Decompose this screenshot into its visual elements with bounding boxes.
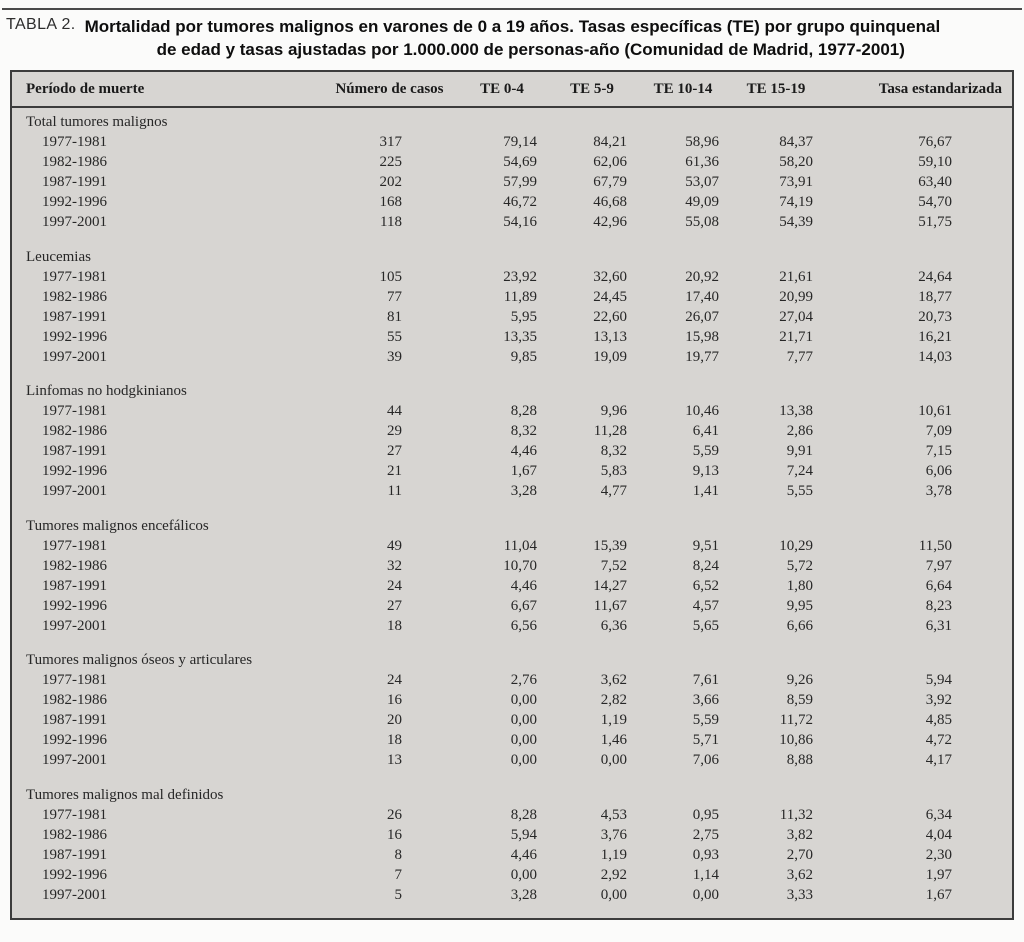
value-cell: 63,40: [918, 174, 952, 190]
period-cell: 1992-1996: [42, 463, 107, 479]
value-cell: 4,72: [925, 732, 952, 748]
table-row: [12, 442, 1012, 462]
value-cell: 7,06: [692, 752, 719, 768]
value-cell: 6,31: [925, 617, 952, 634]
value-cell: 105: [379, 268, 402, 285]
period-cell: 1987-1991: [42, 174, 107, 190]
value-cell: 15,39: [593, 537, 627, 554]
period-cell: 1997-2001: [42, 617, 107, 634]
value-cell: 18,77: [918, 288, 952, 305]
value-cell: 14,03: [918, 348, 952, 365]
period-cell: 1997-2001: [42, 483, 107, 499]
value-cell: 73,91: [779, 174, 813, 190]
value-cell: 54,39: [779, 214, 813, 230]
value-cell: 8,24: [692, 557, 719, 574]
value-cell: 29: [387, 423, 402, 439]
value-cell: 8,32: [510, 423, 537, 439]
value-cell: 7,77: [786, 348, 813, 365]
value-cell: 0,00: [510, 752, 537, 768]
value-cell: 21: [387, 463, 402, 479]
value-cell: 5,72: [786, 557, 813, 574]
period-cell: 1987-1991: [42, 577, 107, 594]
column-header-1: Número de casos: [322, 72, 457, 107]
value-cell: 5,55: [786, 483, 813, 499]
table-row: [12, 173, 1012, 193]
value-cell: 16: [387, 692, 402, 708]
table-row: [12, 327, 1012, 347]
table-row: [12, 482, 1012, 502]
value-cell: 19,77: [685, 348, 719, 365]
value-cell: 54,69: [503, 154, 537, 170]
value-cell: 4,04: [925, 826, 952, 843]
column-header-3: TE 5-9: [547, 72, 637, 107]
value-cell: 11,89: [503, 288, 537, 305]
table-row: [12, 885, 1012, 918]
value-cell: 4,57: [692, 597, 719, 614]
period-cell: 1977-1981: [42, 268, 107, 285]
value-cell: 7,09: [925, 423, 952, 439]
table-row: [12, 556, 1012, 576]
value-cell: 3,78: [925, 483, 952, 499]
paper-page: [0, 8, 1024, 920]
table-row: [12, 671, 1012, 691]
table-row: [12, 213, 1012, 233]
value-cell: 20,99: [779, 288, 813, 305]
value-cell: 5,59: [692, 712, 719, 728]
value-cell: 11,04: [503, 537, 537, 554]
value-cell: 5,94: [925, 672, 952, 688]
section-label: Tumores malignos encefálicos: [26, 517, 209, 534]
value-cell: 32: [387, 557, 402, 574]
period-cell: 1987-1991: [42, 443, 107, 459]
value-cell: 4,46: [510, 577, 537, 594]
column-header-5: TE 15-19: [729, 72, 823, 107]
section-header-row: [12, 502, 1012, 537]
value-cell: 1,80: [786, 577, 813, 594]
column-header-6: Tasa estandarizada: [823, 72, 1012, 107]
value-cell: 2,76: [510, 672, 537, 688]
table-row: [12, 576, 1012, 596]
period-cell: 1982-1986: [42, 154, 107, 170]
value-cell: 3,28: [510, 886, 537, 903]
value-cell: 5,95: [510, 308, 537, 325]
value-cell: 15,98: [685, 328, 719, 345]
value-cell: 42,96: [593, 214, 627, 230]
value-cell: 9,91: [786, 443, 813, 459]
value-cell: 23,92: [503, 268, 537, 285]
table-row: [12, 153, 1012, 173]
value-cell: 3,82: [786, 826, 813, 843]
value-cell: 16: [387, 826, 402, 843]
value-cell: 61,36: [685, 154, 719, 170]
value-cell: 24: [387, 577, 402, 594]
period-cell: 1977-1981: [42, 672, 107, 688]
table-row: [12, 347, 1012, 367]
value-cell: 7,61: [692, 672, 719, 688]
period-cell: 1992-1996: [42, 194, 107, 210]
value-cell: 2,86: [786, 423, 813, 439]
section-header-row: [12, 636, 1012, 671]
value-cell: 79,14: [503, 134, 537, 150]
value-cell: 14,27: [593, 577, 627, 594]
table-number-label: TABLA 2.: [6, 16, 76, 33]
value-cell: 32,60: [593, 268, 627, 285]
value-cell: 3,62: [600, 672, 627, 688]
value-cell: 202: [379, 174, 402, 190]
value-cell: 53,07: [685, 174, 719, 190]
value-cell: 20,92: [685, 268, 719, 285]
value-cell: 26: [387, 806, 402, 823]
value-cell: 24,64: [918, 268, 952, 285]
value-cell: 1,67: [925, 886, 952, 903]
value-cell: 8,28: [510, 403, 537, 419]
value-cell: 2,92: [600, 866, 627, 883]
table-row: [12, 422, 1012, 442]
value-cell: 0,00: [600, 886, 627, 903]
value-cell: 24: [387, 672, 402, 688]
table-row: [12, 805, 1012, 825]
value-cell: 81: [387, 308, 402, 325]
value-cell: 8,59: [786, 692, 813, 708]
value-cell: 7,52: [600, 557, 627, 574]
value-cell: 39: [387, 348, 402, 365]
value-cell: 0,00: [510, 732, 537, 748]
period-cell: 1977-1981: [42, 134, 107, 150]
value-cell: 5,59: [692, 443, 719, 459]
value-cell: 5,94: [510, 826, 537, 843]
table-row: [12, 287, 1012, 307]
period-cell: 1997-2001: [42, 886, 107, 903]
table-row: [12, 865, 1012, 885]
value-cell: 27: [387, 597, 402, 614]
section-header-row: [12, 233, 1012, 268]
value-cell: 7: [394, 866, 402, 883]
value-cell: 74,19: [779, 194, 813, 210]
value-cell: 0,00: [510, 866, 537, 883]
value-cell: 46,68: [593, 194, 627, 210]
period-cell: 1977-1981: [42, 403, 107, 419]
value-cell: 11,32: [779, 806, 813, 823]
period-cell: 1992-1996: [42, 866, 107, 883]
value-cell: 2,30: [925, 846, 952, 863]
value-cell: 7,24: [786, 463, 813, 479]
period-cell: 1982-1986: [42, 557, 107, 574]
value-cell: 7,15: [925, 443, 952, 459]
value-cell: 0,95: [692, 806, 719, 823]
value-cell: 19,09: [593, 348, 627, 365]
value-cell: 9,96: [600, 403, 627, 419]
value-cell: 0,00: [692, 886, 719, 903]
table-title-line1: Mortalidad por tumores malignos en varones de 0 a 19 años. Tasas específicas (TE) por grupo quinquenal: [84, 17, 941, 36]
value-cell: 8,32: [600, 443, 627, 459]
value-cell: 10,86: [779, 732, 813, 748]
value-cell: 13,35: [503, 328, 537, 345]
value-cell: 8,88: [786, 752, 813, 768]
value-cell: 4,77: [600, 483, 627, 499]
value-cell: 11,72: [779, 712, 813, 728]
value-cell: 1,41: [692, 483, 719, 499]
period-cell: 1997-2001: [42, 348, 107, 365]
value-cell: 0,00: [510, 692, 537, 708]
period-cell: 1992-1996: [42, 328, 107, 345]
period-cell: 1982-1986: [42, 288, 107, 305]
value-cell: 9,95: [786, 597, 813, 614]
value-cell: 77: [387, 288, 402, 305]
value-cell: 20,73: [918, 308, 952, 325]
table-row: [12, 731, 1012, 751]
section-label: Total tumores malignos: [26, 114, 168, 130]
value-cell: 84,37: [779, 134, 813, 150]
section-label: Linfomas no hodgkinianos: [26, 383, 187, 399]
table-row: [12, 691, 1012, 711]
value-cell: 76,67: [918, 134, 952, 150]
section-label: Tumores malignos mal definidos: [26, 786, 224, 803]
value-cell: 2,82: [600, 692, 627, 708]
value-cell: 3,76: [600, 826, 627, 843]
mortality-table: [12, 72, 1012, 918]
table-row: [12, 825, 1012, 845]
period-cell: 1982-1986: [42, 423, 107, 439]
period-cell: 1982-1986: [42, 692, 107, 708]
column-header-2: TE 0-4: [457, 72, 547, 107]
value-cell: 84,21: [593, 134, 627, 150]
value-cell: 21,71: [779, 328, 813, 345]
value-cell: 4,17: [925, 752, 952, 768]
value-cell: 18: [387, 617, 402, 634]
value-cell: 67,79: [593, 174, 627, 190]
value-cell: 13,13: [593, 328, 627, 345]
value-cell: 4,53: [600, 806, 627, 823]
value-cell: 5,71: [692, 732, 719, 748]
value-cell: 13: [387, 752, 402, 768]
table-row: [12, 845, 1012, 865]
value-cell: 49,09: [685, 194, 719, 210]
value-cell: 3,92: [925, 692, 952, 708]
value-cell: 6,06: [925, 463, 952, 479]
value-cell: 20: [387, 712, 402, 728]
value-cell: 6,34: [925, 806, 952, 823]
value-cell: 168: [379, 194, 402, 210]
table-caption: [0, 10, 1024, 70]
section-label: Tumores malignos óseos y articulares: [26, 652, 253, 668]
value-cell: 10,61: [918, 403, 952, 419]
value-cell: 58,20: [779, 154, 813, 170]
value-cell: 58,96: [685, 134, 719, 150]
value-cell: 3,33: [786, 886, 813, 903]
table-row: [12, 307, 1012, 327]
value-cell: 59,10: [918, 154, 952, 170]
period-cell: 1982-1986: [42, 826, 107, 843]
value-cell: 9,13: [692, 463, 719, 479]
value-cell: 57,99: [503, 174, 537, 190]
value-cell: 2,75: [692, 826, 719, 843]
period-cell: 1992-1996: [42, 732, 107, 748]
value-cell: 17,40: [685, 288, 719, 305]
value-cell: 6,52: [692, 577, 719, 594]
value-cell: 118: [380, 214, 402, 230]
table-title-line2: de edad y tasas ajustadas por 1.000.000 de personas-año (Comunidad de Madrid, 1977-2001): [156, 40, 905, 59]
table-row: [12, 462, 1012, 482]
value-cell: 317: [379, 134, 402, 150]
value-cell: 5: [394, 886, 402, 903]
value-cell: 7,97: [925, 557, 952, 574]
section-header-row: [12, 107, 1012, 133]
table-title-text: [85, 15, 941, 61]
value-cell: 21,61: [779, 268, 813, 285]
value-cell: 6,67: [510, 597, 537, 614]
column-header-0: Período de muerte: [12, 72, 322, 107]
period-cell: 1977-1981: [42, 806, 107, 823]
value-cell: 46,72: [503, 194, 537, 210]
period-cell: 1987-1991: [42, 846, 107, 863]
period-cell: 1987-1991: [42, 712, 107, 728]
value-cell: 4,85: [925, 712, 952, 728]
value-cell: 49: [387, 537, 402, 554]
section-header-row: [12, 771, 1012, 806]
value-cell: 2,70: [786, 846, 813, 863]
value-cell: 55,08: [685, 214, 719, 230]
value-cell: 8,23: [925, 597, 952, 614]
section-header-row: [12, 367, 1012, 402]
value-cell: 4,46: [510, 443, 537, 459]
value-cell: 0,00: [510, 712, 537, 728]
value-cell: 11,28: [593, 423, 627, 439]
value-cell: 27: [387, 443, 402, 459]
value-cell: 6,56: [510, 617, 537, 634]
table-row: [12, 267, 1012, 287]
value-cell: 54,70: [918, 194, 952, 210]
value-cell: 9,85: [510, 348, 537, 365]
table-row: [12, 536, 1012, 556]
value-cell: 8,28: [510, 806, 537, 823]
table-row: [12, 751, 1012, 771]
value-cell: 9,26: [786, 672, 813, 688]
value-cell: 4,46: [510, 846, 537, 863]
value-cell: 10,46: [685, 403, 719, 419]
value-cell: 18: [387, 732, 402, 748]
value-cell: 62,06: [593, 154, 627, 170]
value-cell: 1,19: [600, 712, 627, 728]
value-cell: 225: [379, 154, 402, 170]
value-cell: 16,21: [918, 328, 952, 345]
period-cell: 1997-2001: [42, 214, 107, 230]
period-cell: 1992-1996: [42, 597, 107, 614]
value-cell: 5,65: [692, 617, 719, 634]
value-cell: 8: [394, 846, 402, 863]
value-cell: 11,67: [593, 597, 627, 614]
value-cell: 3,62: [786, 866, 813, 883]
value-cell: 11: [387, 483, 402, 499]
value-cell: 6,64: [925, 577, 952, 594]
value-cell: 26,07: [685, 308, 719, 325]
value-cell: 6,41: [692, 423, 719, 439]
value-cell: 1,19: [600, 846, 627, 863]
value-cell: 10,70: [503, 557, 537, 574]
table-row: [12, 616, 1012, 636]
value-cell: 1,67: [510, 463, 537, 479]
value-cell: 10,29: [779, 537, 813, 554]
value-cell: 55: [387, 328, 402, 345]
value-cell: 51,75: [918, 214, 952, 230]
value-cell: 1,14: [692, 866, 719, 883]
value-cell: 13,38: [779, 403, 813, 419]
value-cell: 9,51: [692, 537, 719, 554]
value-cell: 6,36: [600, 617, 627, 634]
period-cell: 1987-1991: [42, 308, 107, 325]
value-cell: 0,93: [692, 846, 719, 863]
value-cell: 11,50: [918, 537, 952, 554]
section-label: Leucemias: [26, 248, 91, 265]
value-cell: 6,66: [786, 617, 813, 634]
period-cell: 1997-2001: [42, 752, 107, 768]
table-row: [12, 402, 1012, 422]
mortality-table-panel: [10, 70, 1014, 920]
column-header-4: TE 10-14: [637, 72, 729, 107]
value-cell: 0,00: [600, 752, 627, 768]
value-cell: 3,66: [692, 692, 719, 708]
value-cell: 27,04: [779, 308, 813, 325]
value-cell: 1,97: [925, 866, 952, 883]
value-cell: 1,46: [600, 732, 627, 748]
period-cell: 1977-1981: [42, 537, 107, 554]
value-cell: 22,60: [593, 308, 627, 325]
table-header-row: [12, 72, 1012, 107]
value-cell: 24,45: [593, 288, 627, 305]
value-cell: 3,28: [510, 483, 537, 499]
table-row: [12, 193, 1012, 213]
table-row: [12, 133, 1012, 153]
table-row: [12, 596, 1012, 616]
value-cell: 44: [387, 403, 402, 419]
table-row: [12, 711, 1012, 731]
value-cell: 5,83: [600, 463, 627, 479]
value-cell: 54,16: [503, 214, 537, 230]
